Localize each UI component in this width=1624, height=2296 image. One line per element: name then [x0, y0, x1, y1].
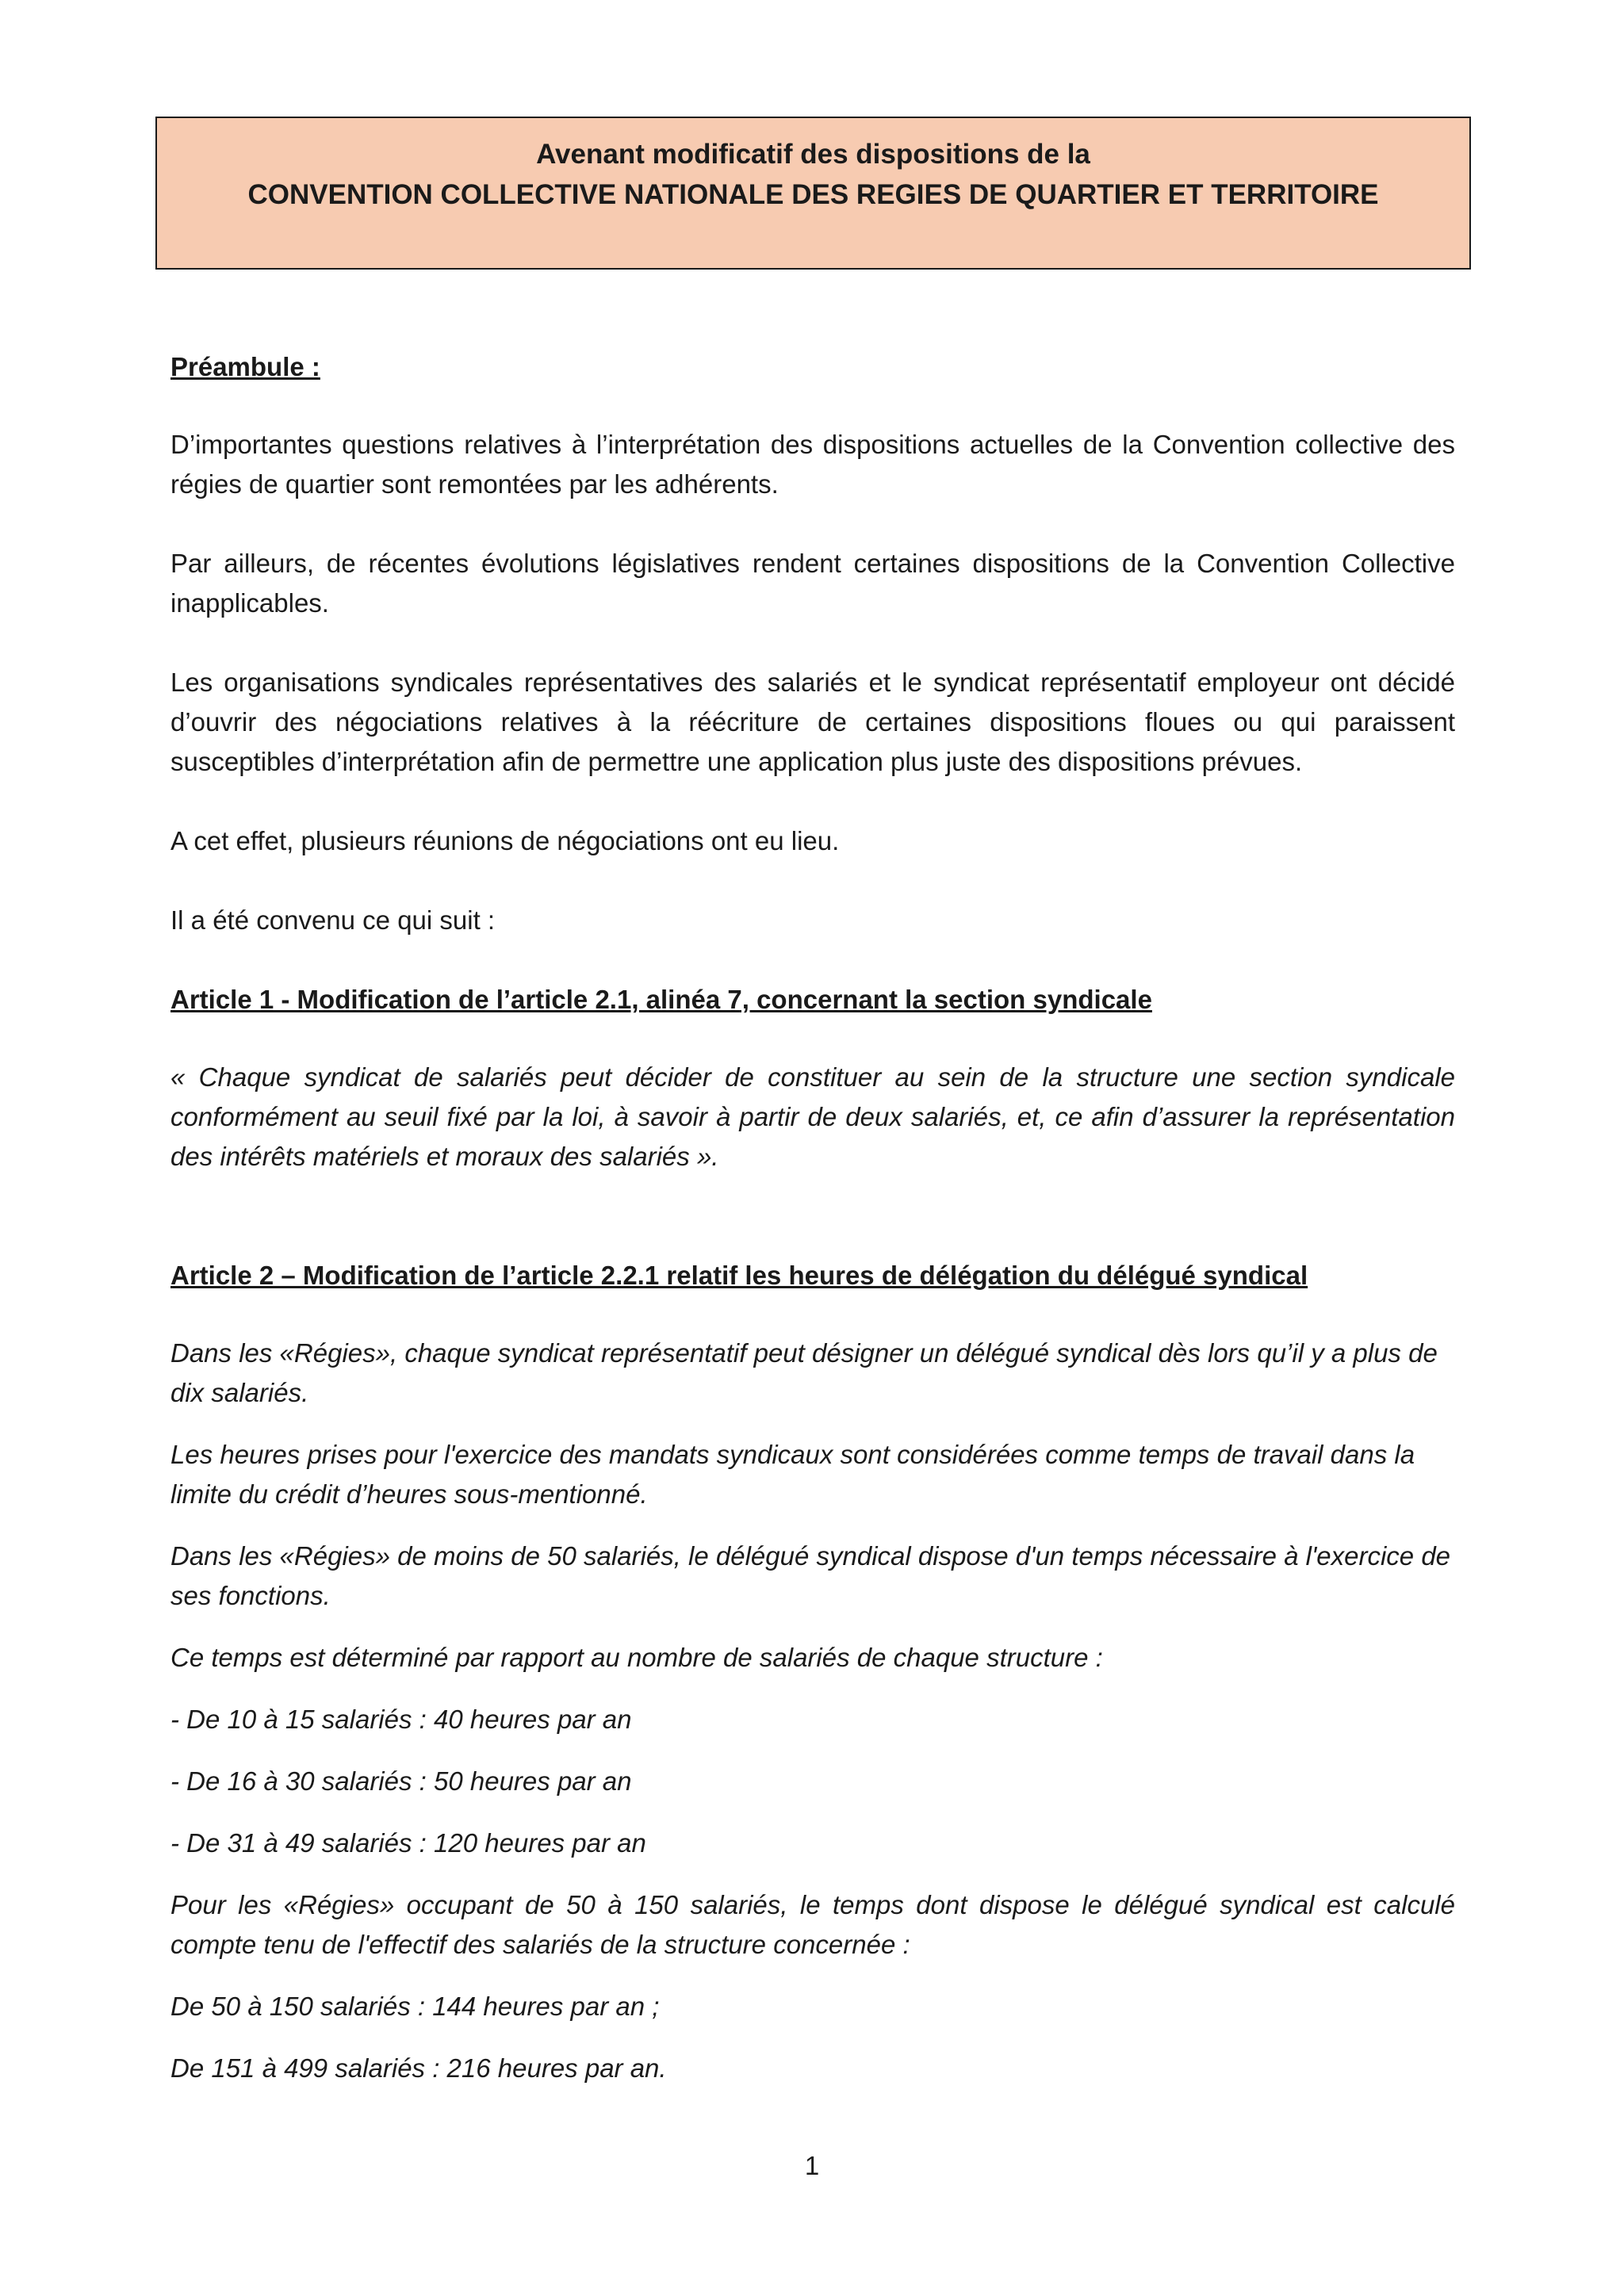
article-2-paragraph-5: Pour les «Régies» occupant de 50 à 150 salariés, le temps dont dispose le délégué syndical est calculé compte tenu de l'effectif des salariés de la structure concernée :: [170, 1890, 1455, 1959]
document-body: [170, 347, 1455, 2110]
list-item: De 151 à 499 salariés : 216 heures par an.: [170, 2053, 667, 2083]
preamble-paragraph-5: Il a été convenu ce qui suit :: [170, 905, 496, 935]
title-box: [155, 117, 1471, 270]
list-item: - De 16 à 30 salariés : 50 heures par an: [170, 1766, 632, 1796]
article-2-paragraph-4: Ce temps est déterminé par rapport au nombre de salariés de chaque structure :: [170, 1643, 1103, 1672]
page-number: 1: [804, 2151, 820, 2180]
article-1-text: « Chaque syndicat de salariés peut décider de constituer au sein de la structure une section syndicale conformément au seuil fixé par la loi, à savoir à partir de deux salariés, et, ce afin d’assurer la représentation des intérêts matériels et moraux des salariés ».: [170, 1062, 1455, 1171]
section-spacer: [170, 1216, 1455, 1256]
article-2-paragraph-3: Dans les «Régies» de moins de 50 salariés, le délégué syndical dispose d'un temps nécessaire à l'exercice de ses fonctions.: [170, 1541, 1451, 1610]
preamble-paragraph-4: A cet effet, plusieurs réunions de négociations ont eu lieu.: [170, 826, 840, 855]
list-item: De 50 à 150 salariés : 144 heures par an ;: [170, 1992, 660, 2021]
preamble-heading: Préambule :: [170, 352, 320, 381]
article-2-paragraph-1: Dans les «Régies», chaque syndicat représentatif peut désigner un délégué syndical dès lors qu’il y a plus de dix salariés.: [170, 1338, 1438, 1407]
list-item: - De 10 à 15 salariés : 40 heures par an: [170, 1705, 632, 1734]
list-item: - De 31 à 49 salariés : 120 heures par an: [170, 1828, 646, 1858]
preamble-paragraph-3: Les organisations syndicales représentatives des salariés et le syndicat représentatif employeur ont décidé d’ouvrir des négociations relatives à la réécriture de certaines dispositions floues ou qui paraissent susceptibles d’interprétation afin de permettre une application plus juste des dispositions prévues.: [170, 668, 1455, 776]
article-1-heading: Article 1 - Modification de l’article 2.1, alinéa 7, concernant la section syndicale: [170, 985, 1152, 1014]
title-line-2: CONVENTION COLLECTIVE NATIONALE DES REGIES DE QUARTIER ET TERRITOIRE: [247, 179, 1379, 210]
article-2-heading: Article 2 – Modification de l’article 2.2.1 relatif les heures de délégation du délégué syndical: [170, 1261, 1308, 1290]
article-2-paragraph-2: Les heures prises pour l'exercice des mandats syndicaux sont considérées comme temps de travail dans la limite du crédit d’heures sous-mentionné.: [170, 1440, 1415, 1509]
title-line-1: Avenant modificatif des dispositions de la: [536, 139, 1090, 170]
preamble-paragraph-1: D’importantes questions relatives à l’interprétation des dispositions actuelles de la Convention collective des régies de quartier sont remontées par les adhérents.: [170, 430, 1455, 499]
preamble-paragraph-2: Par ailleurs, de récentes évolutions législatives rendent certaines dispositions de la Convention Collective inapplicables.: [170, 549, 1455, 618]
